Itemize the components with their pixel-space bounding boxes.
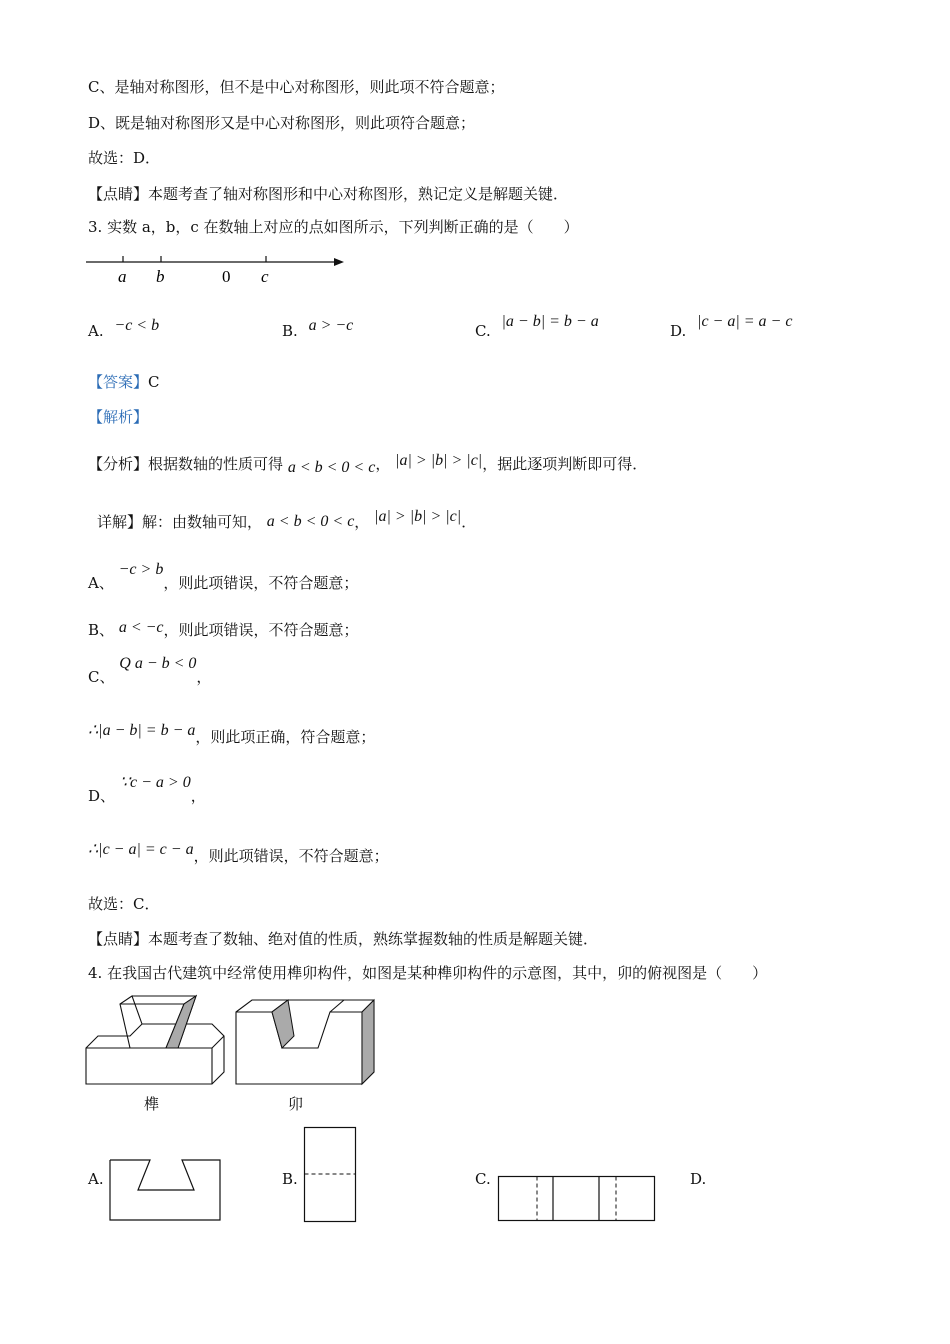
option-b-math: a > −c — [308, 317, 354, 334]
step-c-text: ， — [196, 668, 212, 686]
q3-option-d — [670, 313, 793, 341]
step-d — [88, 774, 206, 806]
fenxi-text-1: 根据数轴的性质可得 — [148, 455, 284, 473]
question-3: 3. 实数 a，b，c 在数轴上对应的点如图所示，下列判断正确的是（ ） — [88, 218, 579, 236]
tip-line-q3 — [88, 928, 598, 949]
fenxi-text-2: ， — [375, 455, 391, 473]
q4-option-d-label: D. — [690, 1170, 707, 1188]
answer-value: C — [148, 373, 160, 391]
option-c-math: |a − b| = b − a — [501, 313, 599, 330]
option-d-math: |c − a| = a − c — [697, 313, 793, 330]
step-a-math: −c > b — [118, 561, 164, 578]
tip-text: 本题考查了轴对称图形和中心对称图形，熟记定义是解题关键． — [148, 185, 569, 203]
step-d2-math: ∴|c − a| = c − a — [88, 841, 194, 858]
mortise-figure — [236, 996, 381, 1088]
step-a-text: ，则此项错误，不符合题意； — [163, 574, 359, 592]
q3-option-b — [282, 317, 354, 341]
tenon-figure — [86, 996, 231, 1088]
step-c2-text: ，则此项正确，符合题意； — [195, 728, 376, 746]
q4-option-b-figure — [304, 1127, 358, 1223]
step-d2 — [88, 841, 389, 866]
tick-label-0: 0 — [222, 267, 231, 286]
fenxi-tag: 【分析】 — [88, 455, 149, 473]
step-b-text: ，则此项错误，不符合题意； — [163, 621, 359, 639]
step-c-math: Q a − b < 0 — [119, 655, 197, 672]
xiangjie-text-1: 详解】解：由数轴可知， — [97, 513, 263, 531]
xiangjie-math-1: a < b < 0 < c — [266, 513, 355, 530]
option-c-label: C. — [475, 322, 491, 340]
tip-text-q3: 本题考查了数轴、绝对值的性质，熟练掌握数轴的性质是解题关键． — [148, 930, 599, 948]
q4-option-c-label: C. — [475, 1170, 491, 1188]
option-a-math: −c < b — [114, 317, 160, 334]
xiangjie-text-3: ． — [461, 513, 477, 531]
q4-option-a-label: A. — [88, 1170, 104, 1188]
xiangjie-text-2: ， — [354, 513, 370, 531]
text-line-d-option: D、既是轴对称图形又是中心对称图形，则此项符合题意； — [88, 114, 476, 132]
choice-c-line: 故选：C． — [88, 895, 160, 913]
q3-option-a — [88, 317, 160, 341]
option-a-label: A. — [88, 322, 104, 340]
xiangjie-line — [97, 508, 477, 532]
analysis-tag — [88, 406, 148, 427]
step-d-math: ∵c − a > 0 — [119, 774, 191, 791]
label-tenon: 榫 — [144, 1095, 160, 1113]
step-c-label: C、 — [88, 668, 115, 686]
xiangjie-math-2: |a| > |b| > |c| — [374, 508, 462, 525]
fenxi-text-3: ，据此逐项判断即可得． — [482, 455, 648, 473]
step-c2-math: ∴|a − b| = b − a — [88, 722, 196, 739]
tick-label-c: c — [261, 267, 269, 286]
step-d2-text: ，则此项错误，不符合题意； — [193, 847, 389, 865]
text-line-choice-d: 故选：D． — [88, 149, 161, 167]
fenxi-line — [88, 453, 647, 474]
tip-line-q2 — [88, 183, 568, 204]
tip-tag: 【点睛】 — [88, 185, 149, 203]
tick-label-b: b — [156, 267, 165, 286]
tick-label-a: a — [118, 267, 127, 286]
step-b-label: B、 — [88, 621, 115, 639]
step-b — [88, 619, 359, 640]
step-c2 — [88, 722, 376, 747]
step-c — [88, 655, 212, 687]
step-b-math: a < −c — [118, 619, 164, 636]
q3-option-c — [475, 313, 599, 341]
number-line-figure — [86, 250, 348, 290]
step-d-label: D、 — [88, 787, 116, 805]
fenxi-math-2: |a| > |b| > |c| — [395, 452, 483, 469]
step-a — [88, 561, 359, 593]
q4-option-b-label: B. — [282, 1170, 298, 1188]
fenxi-math-1: a < b < 0 < c — [287, 459, 376, 476]
step-d-text: ， — [190, 787, 206, 805]
answer-line — [88, 371, 160, 392]
q4-option-c-figure — [498, 1176, 656, 1222]
q4-option-a-figure — [110, 1160, 222, 1222]
analysis-tag-text: 【解析】 — [88, 408, 149, 426]
tip-tag-q3: 【点睛】 — [88, 930, 149, 948]
answer-tag: 【答案】 — [88, 373, 149, 391]
option-b-label: B. — [282, 322, 298, 340]
text-line-c-option: C、是轴对称图形，但不是中心对称图形，则此项不符合题意； — [88, 78, 505, 96]
option-d-label: D. — [670, 322, 687, 340]
step-a-label: A、 — [88, 574, 114, 592]
label-mortise: 卯 — [288, 1095, 304, 1113]
question-4: 4. 在我国古代建筑中经常使用榫卯构件，如图是某种榫卯构件的示意图，其中，卯的俯视图是（ ） — [88, 964, 768, 982]
